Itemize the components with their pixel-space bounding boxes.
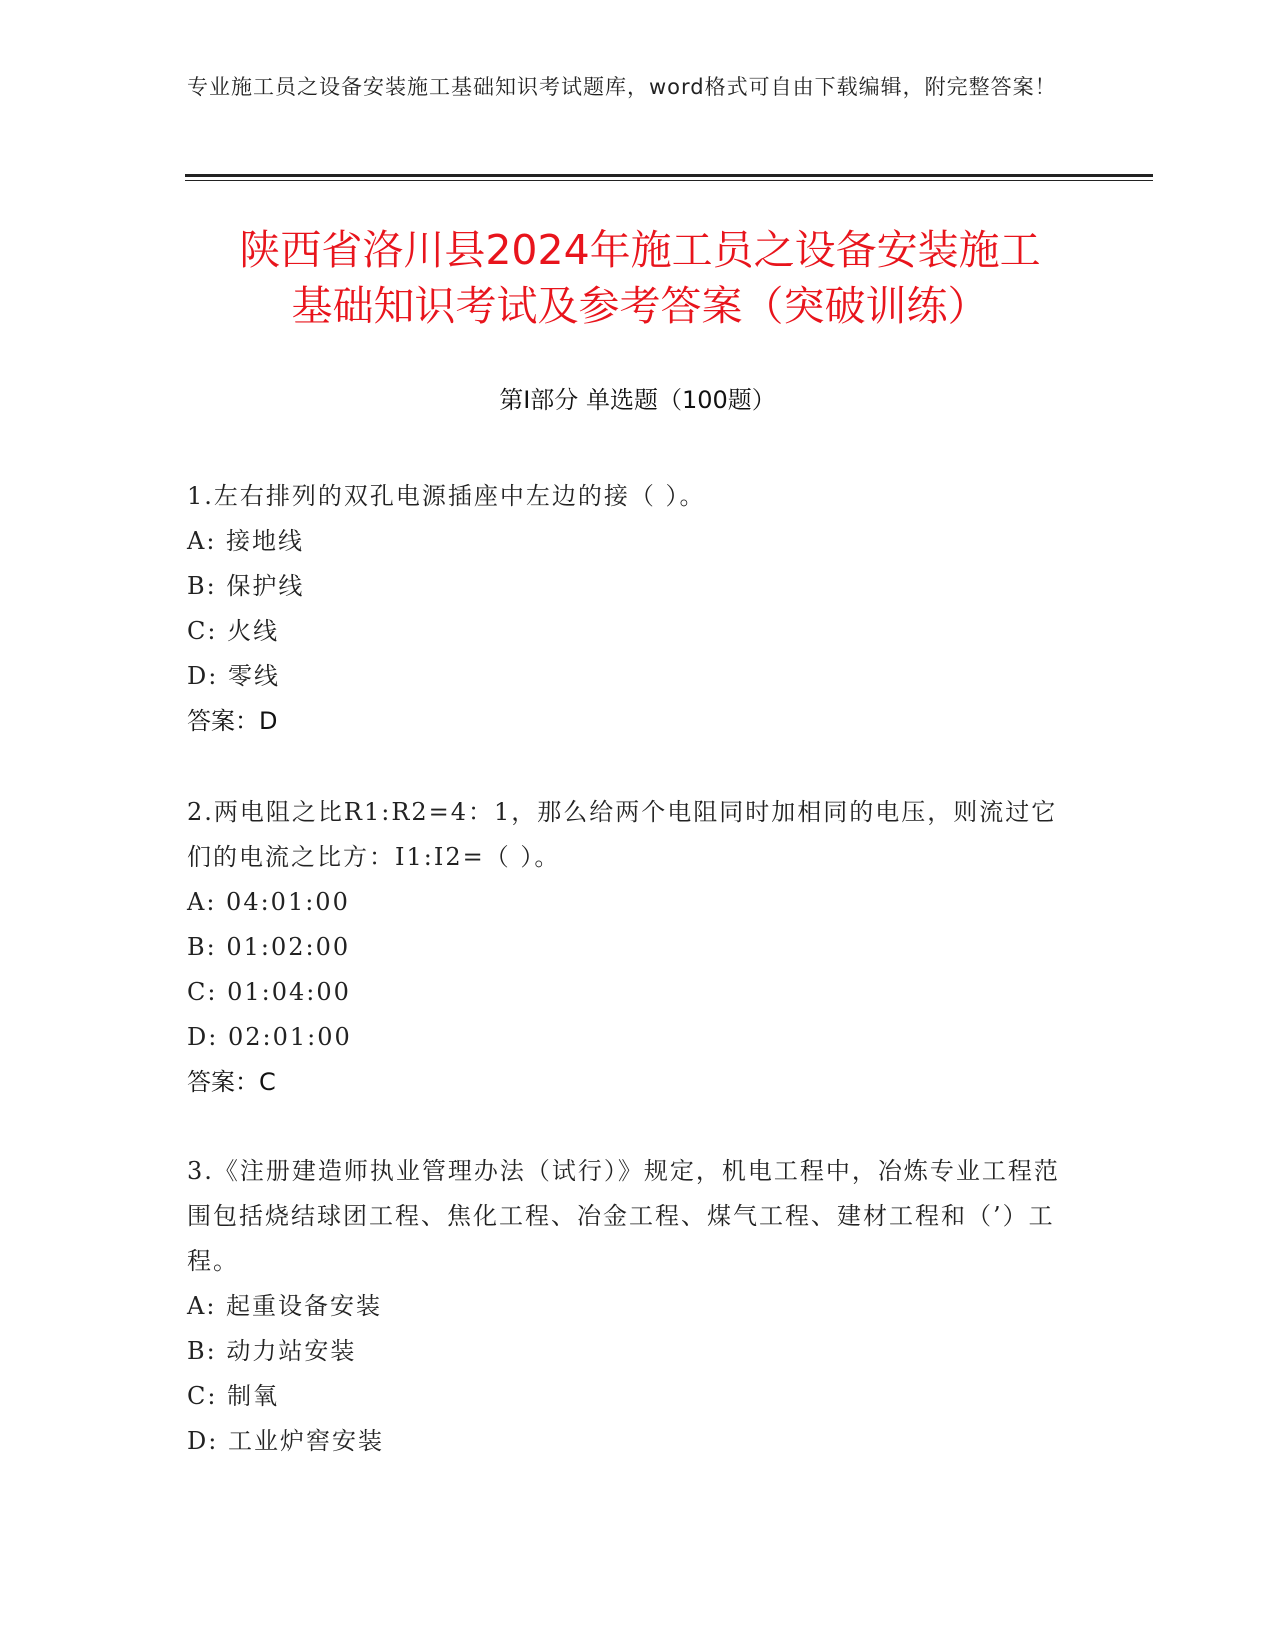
header-divider-thick <box>185 174 1153 177</box>
document-title-line-1: 陕西省洛川县2024年施工员之设备安装施工 <box>239 226 1041 274</box>
question-stem: 3.《注册建造师执业管理办法（试行）》规定，机电工程中，冶炼专业工程范围包括烧结球团工程、焦化工程、冶金工程、煤气工程、建材工程和（’）工程。 <box>187 1157 1060 1275</box>
header-divider-thin <box>185 180 1153 181</box>
answer-line: 答案：C <box>187 1068 276 1096</box>
section-heading: 第Ⅰ部分 单选题（100题） <box>499 386 776 414</box>
option-c: C: 01:04:00 <box>187 978 351 1006</box>
question-1 <box>187 474 1067 744</box>
answer-line: 答案：D <box>187 707 278 735</box>
document-title <box>160 222 1120 334</box>
header-note: 专业施工员之设备安装施工基础知识考试题库，word格式可自由下载编辑，附完整答案！ <box>187 75 1057 99</box>
option-d: D: 零线 <box>187 662 280 690</box>
question-3 <box>187 1149 1067 1464</box>
option-c: C: 火线 <box>187 617 280 645</box>
option-b: B: 保护线 <box>187 572 305 600</box>
question-stem: 2.两电阻之比R1:R2=4：1，那么给两个电阻同时加相同的电压，则流过它们的电流之比方：I1:I2=（ ）。 <box>187 798 1058 871</box>
option-d: D: 02:01:00 <box>187 1023 352 1051</box>
question-stem: 1.左右排列的双孔电源插座中左边的接（ ）。 <box>187 482 706 510</box>
option-d: D: 工业炉窖安装 <box>187 1427 384 1455</box>
option-b: B: 动力站安装 <box>187 1337 357 1365</box>
option-b: B: 01:02:00 <box>187 933 351 961</box>
question-2 <box>187 790 1067 1105</box>
option-a: A: 接地线 <box>187 527 305 555</box>
option-a: A: 起重设备安装 <box>187 1292 383 1320</box>
document-title-line-2: 基础知识考试及参考答案（突破训练） <box>291 282 989 330</box>
option-a: A: 04:01:00 <box>187 888 350 916</box>
option-c: C: 制氧 <box>187 1382 280 1410</box>
